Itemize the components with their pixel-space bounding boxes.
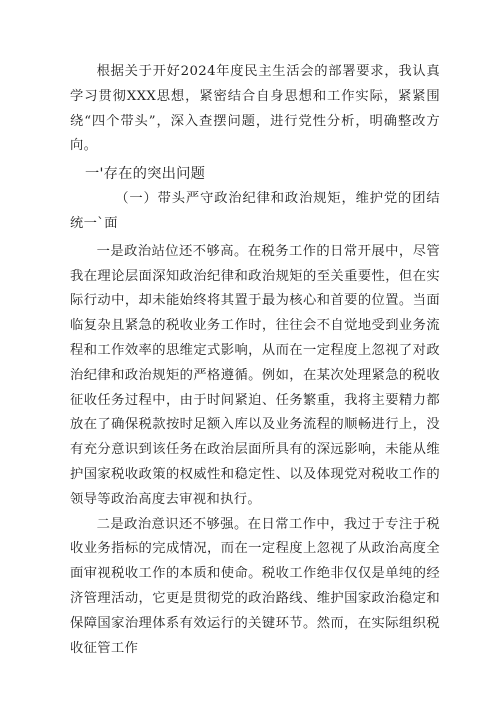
document-body [70, 60, 440, 661]
body-paragraph-1: 一是政治站位还不够高。在税务工作的日常开展中，尽管我在理论层面深知政治纪律和政治规矩的至关重要性，但在实际行动中，却未能始终将其置于最为核心和首要的位置。当面临复杂且紧急的税收业务工作时，往往会不自觉地受到业务流程和工作效率的思维定式影响，从而在一定程度上忽视了对政治纪律和政治规矩的严格遵循。例如，在某次处理紧急的税收征收任务过程中，由于时间紧迫、任务繁重，我将主要精力都放在了确保税款按时足额入库以及业务流程的顺畅进行上，没有充分意识到该任务在政治层面所具有的深远影响，未能从维护国家税收政策的权威性和稳定性、以及体现党对税收工作的领导等政治高度去审视和执行。 [70, 243, 440, 507]
subsection-heading: （一）带头严守政治纪律和政治规矩，维护党的团结统一`面 [70, 191, 440, 231]
section-heading: 一'存在的突出问题 [85, 166, 206, 183]
body-paragraph-2: 二是政治意识还不够强。在日常工作中，我过于专注于税收业务指标的完成情况，而在一定程度上忽视了从政治高度全面审视税收工作的本质和使命。税收工作绝非仅仅是单纯的经济管理活动，它更是贯彻党的政治路线、维护国家政治稳定和保障国家治理体系有效运行的关键环节。然而，在实际组织税收征管工作 [70, 516, 440, 656]
intro-paragraph: 根据关于开好2024年度民主生活会的部署要求，我认真学习贯彻XXX思想，紧密结合自身思想和工作实际，紧紧围绕“四个带头”，深入查摆问题，进行党性分析，明确整改方向。 [70, 64, 440, 154]
